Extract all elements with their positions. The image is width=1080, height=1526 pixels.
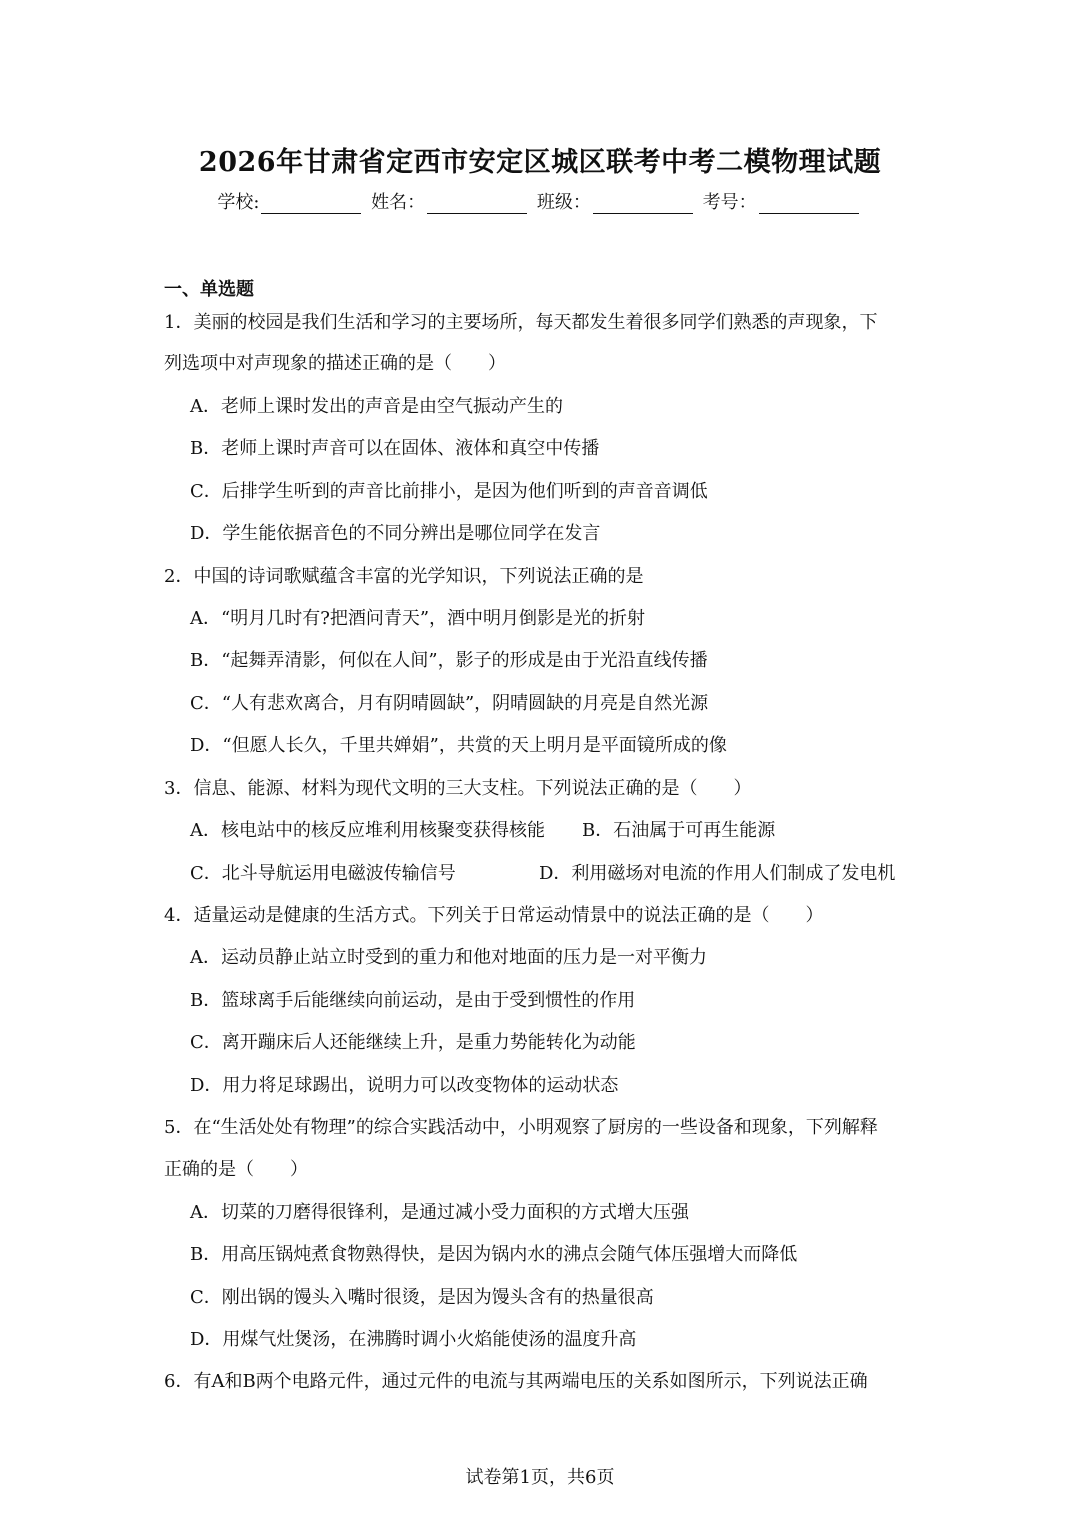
question-4-stem: 4．适量运动是健康的生活方式。下列关于日常运动情景中的说法正确的是（ ）	[164, 905, 824, 926]
student-info-line	[0, 188, 1080, 214]
name-label: 姓名：	[371, 192, 426, 213]
question-3-option-a: A．核电站中的核反应堆利用核聚变获得核能	[190, 820, 545, 841]
question-3-stem: 3．信息、能源、材料为现代文明的三大支柱。下列说法正确的是（ ）	[164, 778, 752, 799]
question-3-option-c: C．北斗导航运用电磁波传输信号	[190, 863, 456, 884]
question-4-option-c: C．离开蹦床后人还能继续上升，是重力势能转化为动能	[190, 1032, 636, 1053]
question-5-option-c: C．刚出锅的馒头入嘴时很烫，是因为馒头含有的热量很高	[190, 1287, 654, 1308]
section-heading: 一、单选题	[164, 279, 254, 300]
question-4-option-b: B．篮球离手后能继续向前运动，是由于受到惯性的作用	[190, 990, 636, 1011]
question-3-option-d: D．利用磁场对电流的作用人们制成了发电机	[539, 863, 896, 884]
question-1-stem-line-1: 1．美丽的校园是我们生活和学习的主要场所，每天都发生着很多同学们熟悉的声现象，下	[164, 312, 878, 333]
question-1-option-c: C．后排学生听到的声音比前排小，是因为他们听到的声音音调低	[190, 481, 708, 502]
question-2-option-d: D．“但愿人长久，千里共婵娟”，共赏的天上明月是平面镜所成的像	[190, 735, 727, 756]
exam-title: 2026年甘肃省定西市安定区城区联考中考二模物理试题	[198, 147, 882, 178]
question-4-option-a: A．运动员静止站立时受到的重力和他对地面的压力是一对平衡力	[190, 947, 707, 968]
question-1-option-b: B．老师上课时声音可以在固体、液体和真空中传播	[190, 438, 600, 459]
question-3-option-b: B．石油属于可再生能源	[582, 820, 776, 841]
question-2-option-a: A．“明月几时有?把酒问青天”，酒中明月倒影是光的折射	[190, 608, 646, 629]
question-1-option-a: A．老师上课时发出的声音是由空气振动产生的	[190, 396, 563, 417]
class-label: 班级：	[536, 192, 591, 213]
class-blank	[593, 193, 693, 214]
question-1-option-d: D．学生能依据音色的不同分辨出是哪位同学在发言	[190, 523, 601, 544]
question-5-option-a: A．切菜的刀磨得很锋利，是通过减小受力面积的方式增大压强	[190, 1202, 689, 1223]
question-6-stem: 6．有A和B两个电路元件，通过元件的电流与其两端电压的关系如图所示，下列说法正确	[164, 1371, 868, 1392]
exam-number-blank	[759, 193, 859, 214]
school-label: 学校:	[217, 192, 260, 213]
question-2-option-b: B．“起舞弄清影，何似在人间”，影子的形成是由于光沿直线传播	[190, 650, 708, 671]
question-5-stem-line-2: 正确的是（ ）	[164, 1159, 308, 1180]
question-2-stem: 2．中国的诗词歌赋蕴含丰富的光学知识，下列说法正确的是	[164, 566, 644, 587]
question-4-option-d: D．用力将足球踢出，说明力可以改变物体的运动状态	[190, 1075, 619, 1096]
page-footer: 试卷第1页，共6页	[465, 1467, 615, 1488]
question-5-option-b: B．用高压锅炖煮食物熟得快，是因为锅内水的沸点会随气体压强增大而降低	[190, 1244, 798, 1265]
name-blank	[427, 193, 527, 214]
question-2-option-c: C．“人有悲欢离合，月有阴晴圆缺”，阴晴圆缺的月亮是自然光源	[190, 693, 709, 714]
question-1-stem-line-2: 列选项中对声现象的描述正确的是（ ）	[164, 353, 506, 374]
question-5-stem-line-1: 5．在“生活处处有物理”的综合实践活动中，小明观察了厨房的一些设备和现象，下列解释	[164, 1117, 878, 1138]
school-blank	[261, 193, 361, 214]
question-5-option-d: D．用煤气灶煲汤，在沸腾时调小火焰能使汤的温度升高	[190, 1329, 637, 1350]
exam-number-label: 考号：	[702, 192, 757, 213]
